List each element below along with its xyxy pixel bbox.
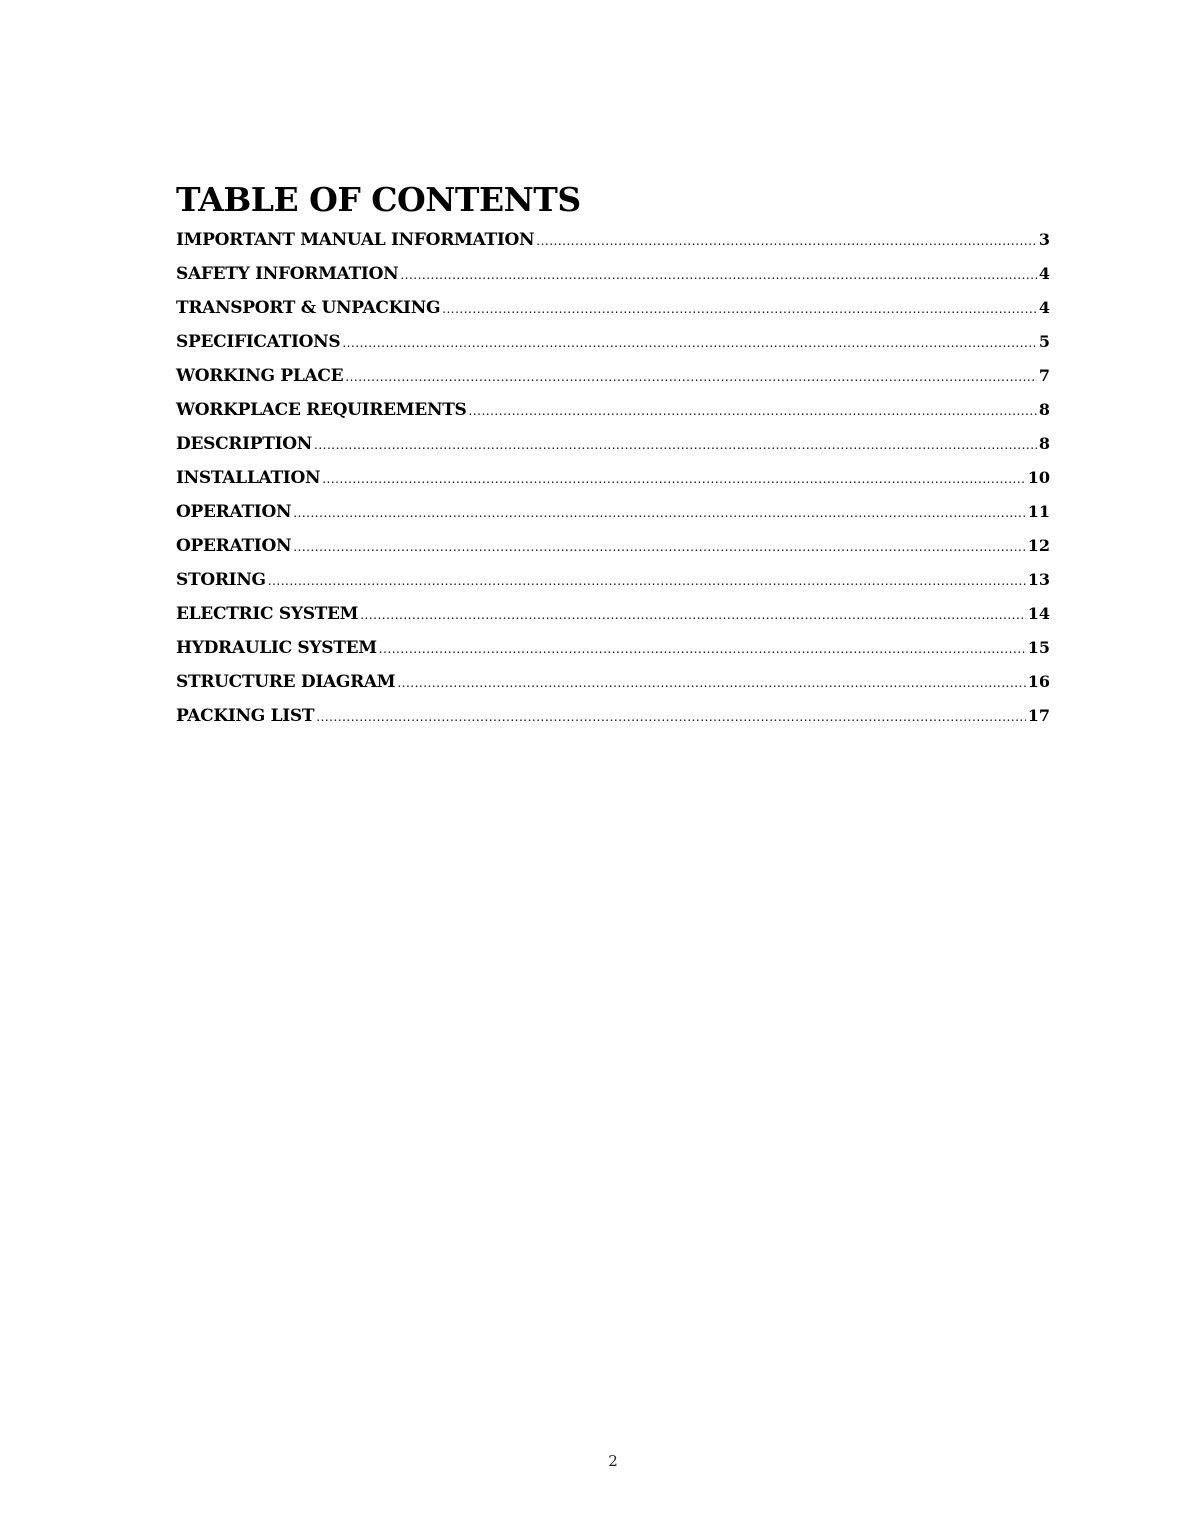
dot-leader [268, 574, 1026, 588]
dot-leader [314, 438, 1037, 452]
toc-entry-label: DESCRIPTION [176, 434, 313, 454]
dot-leader [293, 540, 1026, 554]
toc-entry-operation-2[interactable] [176, 536, 1050, 570]
toc-entry-transport-unpacking[interactable] [176, 298, 1050, 332]
toc-entry-page: 8 [1038, 400, 1050, 419]
toc-entry-page: 11 [1027, 502, 1050, 521]
toc-entry-page: 7 [1038, 366, 1050, 385]
toc-entry-label: PACKING LIST [176, 706, 315, 726]
dot-leader [322, 472, 1026, 486]
dot-leader [469, 404, 1037, 418]
toc-entry-label: WORKPLACE REQUIREMENTS [176, 400, 467, 420]
dot-leader [360, 608, 1026, 622]
toc-entry-page: 16 [1027, 672, 1050, 691]
dot-leader [397, 676, 1025, 690]
dot-leader [342, 336, 1037, 350]
toc-entry-packing-list[interactable] [176, 706, 1050, 740]
toc-entry-label: TRANSPORT & UNPACKING [176, 298, 441, 318]
toc-entry-label: IMPORTANT MANUAL INFORMATION [176, 230, 535, 250]
dot-leader [536, 234, 1037, 248]
toc-entry-hydraulic-system[interactable] [176, 638, 1050, 672]
table-of-contents [176, 178, 1050, 740]
toc-entry-structure-diagram[interactable] [176, 672, 1050, 706]
toc-entry-label: STRUCTURE DIAGRAM [176, 672, 396, 692]
dot-leader [442, 302, 1037, 316]
toc-entry-label: INSTALLATION [176, 468, 321, 488]
dot-leader [379, 642, 1026, 656]
page-number: 2 [608, 1452, 618, 1470]
toc-entry-page: 4 [1038, 264, 1050, 283]
toc-entry-operation[interactable] [176, 502, 1050, 536]
toc-entry-label: SPECIFICATIONS [176, 332, 341, 352]
toc-entry-page: 12 [1027, 536, 1050, 555]
dot-leader [316, 710, 1026, 724]
toc-entry-page: 3 [1038, 230, 1050, 249]
toc-entry-label: SAFETY INFORMATION [176, 264, 399, 284]
toc-entry-page: 5 [1038, 332, 1050, 351]
toc-entry-installation[interactable] [176, 468, 1050, 502]
dot-leader [293, 506, 1026, 520]
toc-title: TABLE OF CONTENTS [176, 180, 581, 219]
toc-entry-storing[interactable] [176, 570, 1050, 604]
toc-entry-label: HYDRAULIC SYSTEM [176, 638, 377, 658]
toc-entry-page: 4 [1038, 298, 1050, 317]
toc-entry-label: OPERATION [176, 536, 292, 556]
toc-entry-page: 15 [1027, 638, 1050, 657]
toc-entry-label: STORING [176, 570, 266, 590]
toc-entry-label: OPERATION [176, 502, 292, 522]
toc-entry-label: ELECTRIC SYSTEM [176, 604, 359, 624]
toc-list [176, 230, 1050, 740]
dot-leader [400, 268, 1037, 282]
toc-entry-important-manual-information[interactable] [176, 230, 1050, 264]
toc-entry-electric-system[interactable] [176, 604, 1050, 638]
toc-entry-label: WORKING PLACE [176, 366, 344, 386]
toc-entry-page: 17 [1027, 706, 1050, 725]
toc-entry-workplace-requirements[interactable] [176, 400, 1050, 434]
toc-entry-description[interactable] [176, 434, 1050, 468]
dot-leader [345, 370, 1037, 384]
toc-entry-page: 8 [1038, 434, 1050, 453]
toc-entry-working-place[interactable] [176, 366, 1050, 400]
toc-entry-page: 13 [1027, 570, 1050, 589]
toc-entry-specifications[interactable] [176, 332, 1050, 366]
toc-entry-page: 14 [1027, 604, 1050, 623]
toc-entry-page: 10 [1027, 468, 1050, 487]
toc-entry-safety-information[interactable] [176, 264, 1050, 298]
